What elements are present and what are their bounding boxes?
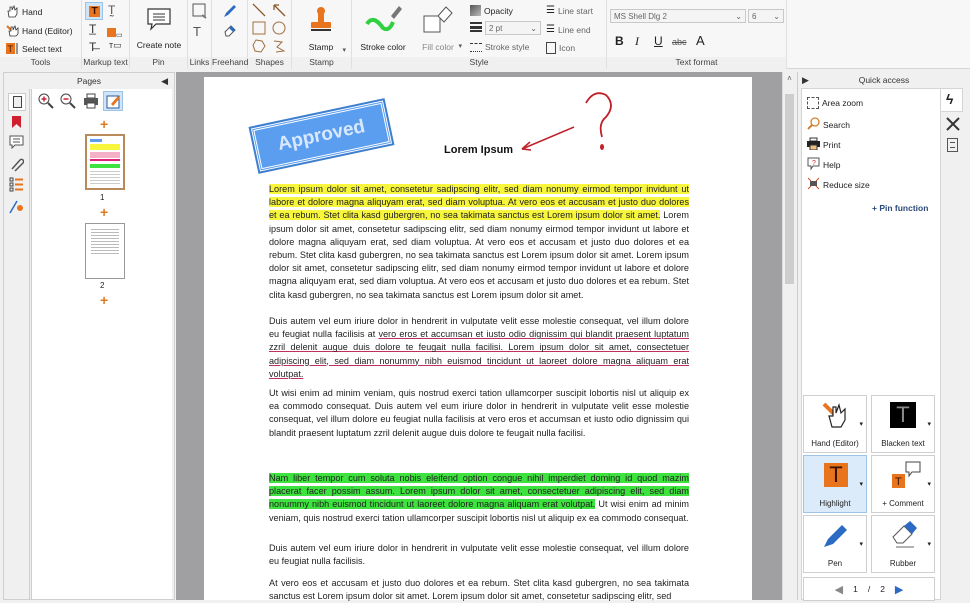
svg-text:T: T [7, 44, 13, 54]
create-note-button[interactable]: Create note [130, 6, 188, 50]
chevron-down-icon: ⌄ [773, 11, 780, 21]
select-text-tool-button[interactable]: T Select text [7, 43, 62, 54]
document-page [204, 77, 752, 600]
paragraph-1 [269, 183, 689, 302]
tile-highlight[interactable]: T ▾ Highlight [803, 455, 867, 513]
rectangle-icon [252, 27, 266, 37]
area-zoom-item[interactable]: Area zoom [807, 97, 863, 109]
svg-text:?: ? [812, 160, 816, 167]
tools-group-label: Tools [0, 57, 81, 69]
stamp-button[interactable]: Stamp ▾ [292, 6, 350, 52]
tile-pen[interactable]: ▾ Pen [803, 515, 867, 573]
line-shape-button[interactable] [252, 3, 266, 19]
stamp-group [292, 0, 352, 69]
shapes-group-label: Shapes [248, 57, 291, 69]
page-thumbnail-1[interactable] [85, 134, 125, 190]
text-format-group [607, 0, 787, 69]
paragraph-2 [269, 315, 689, 381]
chevron-down-icon: ⌄ [530, 23, 537, 33]
insert-page-before-1-icon[interactable]: + [100, 116, 109, 132]
hand-editor-icon [6, 24, 19, 37]
properties-tab[interactable] [947, 138, 958, 152]
ribbon-toolbar [0, 0, 970, 69]
squiggly-text-icon: T̰ [108, 3, 116, 17]
tile-add-comment[interactable]: T ▾ + Comment [871, 455, 935, 513]
reduce-size-icon [807, 177, 820, 192]
insert-text-icon: ᴛ▭ [109, 40, 122, 50]
tools-tab[interactable] [945, 116, 961, 134]
text-comment-button[interactable]: ▭ [107, 22, 123, 39]
tile-dropdown-arrow[interactable]: ▾ [927, 541, 931, 548]
paragraph-2-text: Duis autem vel eum iriure dolor in hendrerit in vulputate velit esse molestie consequat, vel illum dolore eu feugiat nulla facilisis at [269, 316, 689, 340]
zoom-out-icon [60, 101, 76, 111]
line-width-select[interactable]: 2 pt ⌄ [485, 21, 541, 35]
highlight-icon: T [824, 463, 848, 487]
svg-text:T: T [895, 476, 902, 488]
line-end-icon: ☰ [546, 24, 555, 35]
polygon-icon [252, 45, 266, 55]
area-zoom-icon [807, 97, 819, 109]
pen-icon [822, 521, 850, 551]
select-text-icon [6, 42, 19, 55]
pages-panel [3, 72, 175, 600]
paragraph-3: Ut wisi enim ad minim veniam, quis nostrud exerci tation ullamcorper suscipit lobortis nisl ut aliquip ex ea commodo consequat. Duis autem vel eum iriure dolor in hendrerit in vulputate velit esse molestie consequat, vel illum dolore eu feugiat nulla facilisis at vero eros et accumsan et iusto odio dignissim qui blandit praesent luptatum zzril delenit augue duis dolore te feugait nulla facilisi. [269, 388, 689, 438]
squiggly-text-button[interactable] [108, 3, 115, 17]
insert-page-after-2-icon[interactable]: + [100, 292, 109, 308]
blacken-text-icon: T [890, 402, 916, 428]
opacity-button[interactable]: Opacity [470, 5, 513, 16]
stamp-icon [308, 6, 334, 34]
style-group-label: Style [352, 57, 606, 69]
strikeout-text-button[interactable] [89, 40, 96, 54]
highlight-text-icon: T [89, 6, 100, 17]
style-group [352, 0, 607, 69]
reduce-size-item[interactable]: Reduce size [807, 177, 870, 192]
attachments-tab[interactable] [9, 157, 24, 174]
search-item[interactable]: Search [807, 117, 850, 132]
arrow-shape-button[interactable] [272, 3, 286, 19]
stroke-style-button[interactable]: Stroke style [470, 42, 529, 52]
font-family-select[interactable]: MS Shell Dlg 2 ⌄ [610, 9, 746, 23]
bold-button[interactable]: B [615, 34, 624, 48]
edit-page-icon [106, 94, 121, 111]
quick-access-tab[interactable] [941, 88, 963, 112]
hand-tool-button[interactable]: Hand [6, 5, 42, 18]
link-area-button[interactable] [192, 3, 208, 21]
page-number-1: 1 [100, 193, 105, 202]
link-text-icon: T [193, 24, 201, 39]
collapse-right-icon[interactable]: ▶ [802, 75, 809, 85]
checklist-icon [9, 184, 24, 194]
freehand-annotation[interactable] [514, 89, 634, 159]
search-icon [807, 117, 820, 132]
scrollbar-thumb[interactable] [785, 94, 794, 284]
markup-text-group-label: Markup text [83, 57, 128, 67]
hand-editor-icon [822, 400, 850, 430]
polygon-shape-button[interactable] [252, 39, 266, 55]
paragraph-5: Duis autem vel eum iriure dolor in hendrerit in vulputate velit esse molestie consequat, vel illum dolore eu feugiat nulla facilisis. [269, 543, 689, 567]
arrow-icon [272, 9, 286, 19]
lightning-icon: ϟ [946, 91, 954, 107]
hand-editor-tool-button[interactable]: Hand (Editor) [6, 24, 73, 37]
underline-button[interactable]: U [654, 34, 663, 48]
italic-button[interactable]: I [635, 34, 639, 48]
tile-rubber[interactable]: ▾ Rubber [871, 515, 935, 573]
signature-icon [9, 206, 24, 216]
paragraph-1-text: Lorem ipsum dolor sit amet, consetetur sadipscing elitr, sed diam nonumy eirmod tempor invidunt ut labore et dolore magna aliquyam erat, sed diam voluptua. At vero eos et accusam et justo duo dolores et ea rebum. Stet clita kasd gubergren, no sea takimata sanctus est Lorem ipsum dolor sit amet. Lorem ipsum dolor sit amet, consetetur sadipscing elitr, sed diam nonumy eirmod tempor invidunt ut labore et dolore magna aliquyam erat, sed diam voluptua. At vero eos et accusam et justo duo dolores et ea rebum. Stet clita kasd gubergren, no sea takimata sanctus est Lorem ipsum dolor sit amet. [269, 210, 689, 300]
fill-color-icon [422, 4, 454, 36]
links-group-label: Links [189, 57, 210, 67]
polyline-shape-button[interactable] [272, 39, 286, 55]
links-group [188, 0, 212, 69]
pages-icon [13, 96, 22, 108]
document-viewport [176, 72, 782, 600]
fill-color-dropdown-arrow[interactable]: ▾ [458, 43, 462, 50]
green-highlight-annotation[interactable]: Nam liber tempor cum soluta nobis eleifend option congue nihil imperdiet doming id quod mazim placerat facer possim assum. Lorem ipsum dolor sit amet, consectetuer adipiscing elit, sed diam nonummy nibh euismod tincidunt ut laoreet dolore magna aliquam erat volutpat. [269, 473, 689, 510]
line-end-button[interactable]: ☰ Line end [546, 24, 591, 35]
thumb-print-button[interactable] [83, 93, 99, 111]
eraser-icon [890, 520, 918, 550]
stamp-dropdown-arrow[interactable]: ▾ [342, 47, 346, 54]
line-width-icon [470, 22, 482, 32]
eraser-icon [222, 30, 238, 40]
insert-text-button[interactable] [109, 40, 122, 51]
zoom-in-icon [38, 101, 54, 111]
comments-tab[interactable] [9, 135, 24, 151]
hand-icon [6, 5, 19, 18]
quick-access-panel [797, 72, 970, 600]
help-item[interactable]: ? Help [807, 157, 840, 172]
note-icon [146, 6, 172, 32]
stamp-group-label: Stamp [292, 57, 351, 69]
document-icon [546, 42, 556, 54]
underline-text-button[interactable] [89, 22, 96, 36]
pen-button[interactable] [222, 3, 238, 21]
text-comment-icon [890, 460, 922, 492]
line-start-icon: ☰ [546, 5, 555, 16]
bookmark-icon [10, 121, 23, 131]
line-start-button[interactable]: ☰ Line start [546, 5, 593, 16]
ellipse-icon [272, 27, 286, 37]
pen-icon [222, 11, 238, 21]
insert-page-after-1-icon[interactable]: + [100, 204, 109, 220]
print-icon [807, 137, 820, 152]
scroll-up-icon[interactable]: ˄ [787, 74, 792, 83]
paragraph-4 [269, 472, 689, 525]
font-size-select[interactable]: 6 ⌄ [748, 9, 784, 23]
previous-page-icon[interactable]: ◀ [834, 583, 844, 596]
page-separator: / [867, 584, 871, 594]
stroke-style-icon [470, 43, 482, 52]
polyline-icon [272, 45, 286, 55]
quick-access-title: Quick access [858, 75, 910, 85]
left-vertical-tabs [4, 89, 30, 599]
next-page-icon[interactable]: ▶ [894, 583, 904, 596]
rectangle-shape-button[interactable] [252, 21, 266, 37]
strikethrough-button[interactable]: abc [672, 37, 687, 47]
tile-dropdown-arrow[interactable]: ▾ [859, 481, 863, 488]
ellipse-shape-button[interactable] [272, 21, 286, 37]
text-format-group-label: Text format [607, 57, 786, 69]
page-number-2: 2 [100, 281, 105, 290]
pages-panel-title: Pages [76, 76, 102, 86]
stroke-color-icon [363, 2, 403, 36]
tools-icon [945, 124, 961, 134]
chevron-down-icon: ⌄ [735, 11, 742, 21]
paragraph-4-text: Ut wisi enim ad minim veniam, quis nostrud exerci tation ullamcorper suscipit lobortis nisl ut aliquip ex ea commodo consequat. [269, 499, 689, 523]
document-vertical-scrollbar[interactable] [782, 72, 796, 600]
properties-icon [950, 142, 955, 148]
current-page: 1 [853, 584, 858, 594]
signatures-tab[interactable] [9, 199, 24, 216]
pages-panel-header [4, 73, 174, 89]
pin-group [130, 0, 188, 69]
tile-dropdown-arrow[interactable]: ▾ [927, 421, 931, 428]
paragraph-6: At vero eos et accusam et justo duo dolores et ea rebum. Stet clita kasd gubergren, no sea takimata sanctus est Lorem ipsum dolor sit amet. Lorem ipsum dolor sit amet, consetetur sadipscing elitr, sed [269, 578, 689, 602]
quick-access-body [801, 88, 941, 600]
markup-text-group [82, 0, 130, 69]
page-navigator [803, 577, 935, 601]
pin-function-button[interactable]: + Pin function [872, 203, 929, 213]
eraser-button[interactable] [222, 22, 238, 40]
underline-annotation[interactable]: vero eros et accumsan et iusto odio dignissim qui blandit praesent luptatum zzril delenit augue duis dolore te feugait nulla facilisi. Lorem ipsum dolor sit amet, consectetuer adipiscing elit, sed diam nonummy nibh euismod tincidunt ut laoreet dolore magna aliquam erat volutpat. [269, 329, 689, 379]
pages-tab[interactable] [8, 93, 26, 111]
print-icon [83, 101, 99, 111]
freehand-group [212, 0, 248, 69]
paperclip-icon [9, 164, 24, 174]
underline-text-icon: T̲ [89, 22, 97, 36]
tile-dropdown-arrow[interactable]: ▾ [859, 541, 863, 548]
stroke-color-button[interactable]: Stroke color [354, 2, 412, 52]
tools-group [0, 0, 82, 69]
total-pages: 2 [880, 584, 885, 594]
tile-blacken-text[interactable]: T ▾ Blacken text [871, 395, 935, 453]
thumb-zoom-in-button[interactable] [38, 93, 54, 111]
freehand-group-label: Freehand [212, 57, 249, 67]
shapes-group [248, 0, 292, 69]
pin-group-label: Pin [130, 57, 187, 69]
document-title: Lorem Ipsum [444, 144, 514, 156]
tile-dropdown-arrow[interactable]: ▾ [859, 421, 863, 428]
link-text-button[interactable] [193, 24, 201, 39]
fill-color-button[interactable]: Fill color ▾ [416, 4, 460, 52]
page-thumbnail-2[interactable] [85, 223, 125, 279]
highlight-text-button[interactable] [85, 2, 103, 20]
print-item[interactable]: Print [807, 137, 840, 152]
bookmarks-tab[interactable] [10, 115, 23, 131]
comment-icon [9, 141, 24, 151]
thumb-zoom-out-button[interactable] [60, 93, 76, 111]
line-icon [252, 9, 266, 19]
icon-button[interactable]: Icon [546, 42, 575, 54]
strikeout-text-icon: T̶ [89, 40, 97, 54]
yellow-highlight-annotation[interactable]: Lorem ipsum dolor sit amet, consetetur sadipscing elitr, sed diam nonumy eirmod tempor invidunt ut labore et dolore magna aliquyam erat, sed diam voluptua. At vero eos et accusam et justo duo dolores et ea rebum. Stet clita kasd gubergren, no sea takimata sanctus est Lorem ipsum dolor sit amet. [269, 184, 689, 221]
opacity-icon [470, 5, 481, 16]
tile-hand-editor[interactable]: ▾ Hand (Editor) [803, 395, 867, 453]
text-comment-icon [107, 28, 116, 37]
font-color-button[interactable]: A [696, 33, 705, 48]
page-thumbnails-area [31, 89, 172, 599]
link-area-icon [192, 11, 208, 21]
tile-dropdown-arrow[interactable]: ▾ [927, 481, 931, 488]
help-icon [807, 157, 820, 172]
thumb-edit-button[interactable] [103, 91, 123, 111]
quick-access-header [798, 72, 970, 88]
collapse-left-icon[interactable]: ◀ [161, 76, 168, 86]
form-fields-tab[interactable] [9, 177, 24, 194]
approved-stamp[interactable]: Approved [251, 100, 392, 171]
